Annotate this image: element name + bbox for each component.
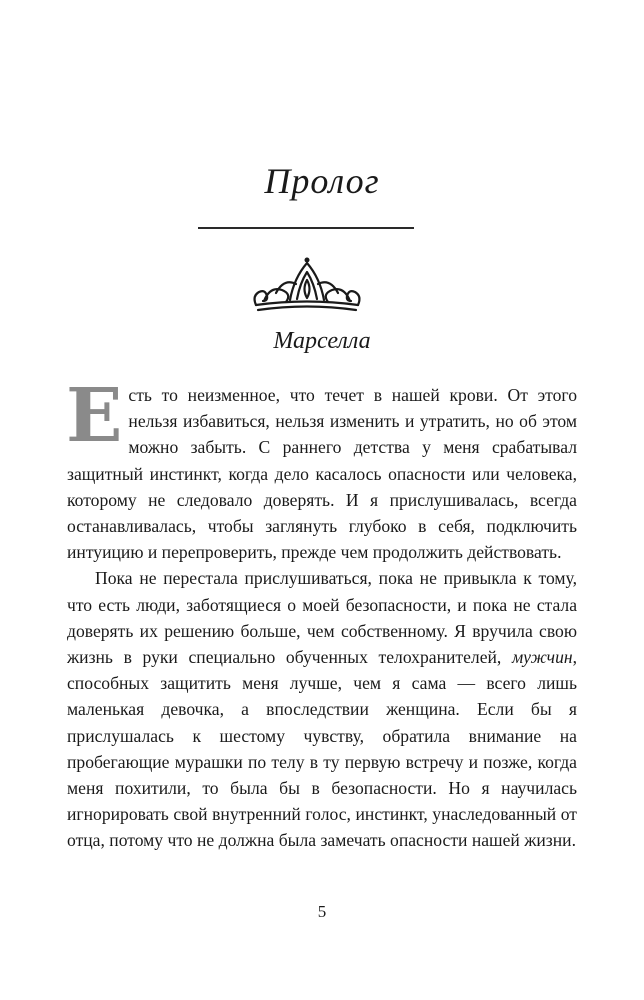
drop-cap: Е	[66, 373, 123, 459]
paragraph-2	[67, 565, 577, 853]
tiara-ornament-icon	[250, 256, 364, 316]
chapter-subtitle: Марселла	[273, 328, 371, 354]
body-text	[66, 373, 577, 854]
paragraph-2-text-before: Пока не перестала прислушиваться, пока не привыкла к тому, что есть люди, заботящиеся о моей безопасности, и пока не стала доверять их решению больше, чем собственному. Я вручила свою жизнь в руки специально обученных телохранителей,	[67, 568, 577, 668]
paragraph-2-text-after: , способных защитить меня лучше, чем я сама — всего лишь маленькая девочка, а впоследствии женщина. Если бы я прислушалась к шестому чувству, обратила внимание на пробегающие мурашки по телу в ту первую встречу и позже, когда меня похитили, то была бы в безопасности. Но я научилась игнорировать свой внутренний голос, инстинкт, унаследованный от отца, потому что не должна была замечать опасности нашей жизни.	[67, 647, 577, 851]
title-divider	[198, 227, 414, 229]
chapter-title: Пролог	[264, 161, 380, 201]
paragraph-2-emphasis: мужчин	[511, 647, 573, 668]
paragraph-1	[66, 373, 577, 565]
page-number: 5	[317, 902, 327, 921]
paragraph-1-text: сть то неизменное, что течет в нашей крови. От этого нельзя избавиться, нельзя изменить и утратить, но об этом можно забыть. С раннего детства у меня срабатывал защитный инстинкт, когда дело касалось опасности или человека, которому не следовало доверять. И я прислушивалась, всегда останавливалась, чтобы заглянуть глубоко в себя, подключить интуицию и перепроверить, прежде чем продолжить действовать.	[67, 385, 577, 563]
